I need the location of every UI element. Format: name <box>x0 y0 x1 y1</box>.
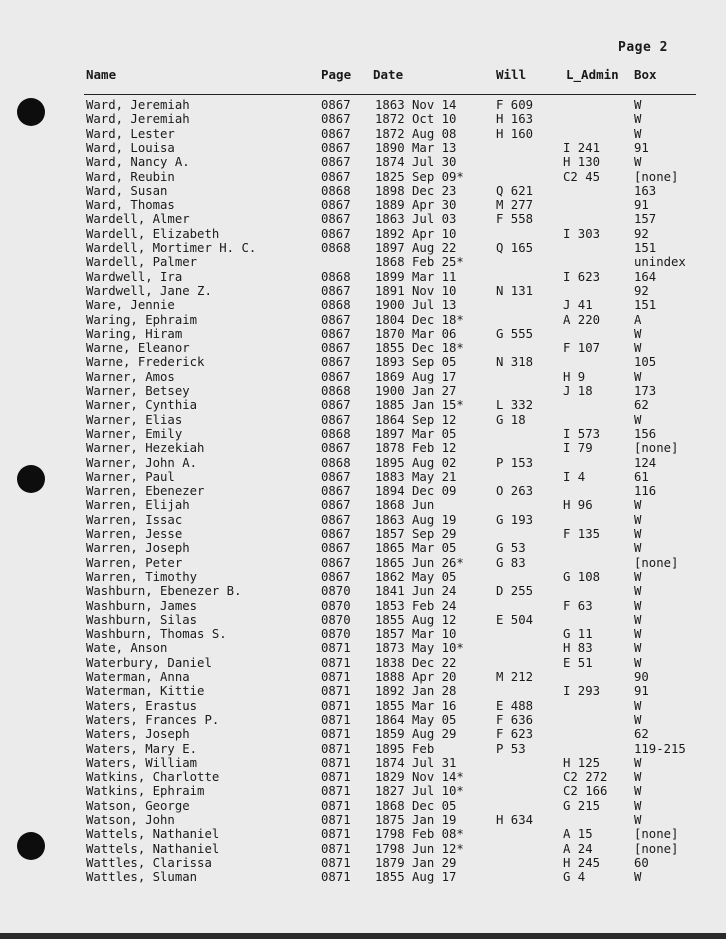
cell-name: Waters, William <box>86 755 198 770</box>
cell-name: Warren, Peter <box>86 555 183 570</box>
cell-date: 1885 Jan 15* <box>375 398 464 413</box>
cell-name: Warren, Issac <box>86 512 183 527</box>
cell-box: W <box>634 770 642 785</box>
cell-name: Warner, John A. <box>86 455 198 470</box>
cell-name: Warner, Betsey <box>86 384 190 398</box>
cell-box: 105 <box>634 355 657 370</box>
cell-will: H 163 <box>496 112 534 127</box>
cell-date: 1897 Aug 22 <box>375 241 457 255</box>
cell-date: 1838 Dec 22 <box>375 655 457 670</box>
cell-date: 1872 Oct 10 <box>375 112 457 127</box>
cell-date: 1870 Mar 06 <box>375 326 457 341</box>
cell-admin: I 623 <box>563 269 601 284</box>
cell-name: Waters, Mary E. <box>86 741 198 756</box>
cell-name: Waterman, Kittie <box>86 684 205 699</box>
cell-box: 62 <box>634 727 649 742</box>
cell-will: G 83 <box>496 555 526 570</box>
cell-date: 1859 Aug 29 <box>375 727 457 742</box>
cell-date: 1894 Dec 09 <box>375 484 457 499</box>
cell-date: 1864 May 05 <box>375 712 457 727</box>
cell-page: 0871 <box>321 641 351 656</box>
cell-date: 1863 Aug 19 <box>375 512 457 527</box>
cell-name: Warner, Emily <box>86 426 183 441</box>
punch-hole <box>17 832 45 860</box>
cell-admin: H 130 <box>563 155 601 170</box>
cell-page: 0871 <box>321 670 351 684</box>
cell-will: O 263 <box>496 484 534 499</box>
cell-name: Waters, Frances P. <box>86 712 220 727</box>
cell-will: L 332 <box>496 398 534 413</box>
cell-will: H 160 <box>496 126 534 141</box>
cell-date: 1898 Dec 23 <box>375 183 457 198</box>
cell-admin: H 125 <box>563 755 601 770</box>
cell-box: W <box>634 527 642 541</box>
cell-name: Wattels, Nathaniel <box>86 827 220 842</box>
cell-will: E 488 <box>496 698 534 713</box>
cell-date: 1863 Jul 03 <box>375 212 457 227</box>
cell-box: W <box>634 498 642 513</box>
cell-date: 1857 Mar 10 <box>375 627 457 642</box>
cell-date: 1853 Feb 24 <box>375 598 457 613</box>
cell-name: Warner, Elias <box>86 412 183 427</box>
cell-name: Warner, Amos <box>86 369 175 384</box>
cell-name: Ward, Lester <box>86 126 175 141</box>
cell-date: 1883 May 21 <box>375 469 457 484</box>
cell-will: Q 621 <box>496 183 534 198</box>
cell-page: 0871 <box>321 798 351 813</box>
cell-will: F 609 <box>496 98 534 112</box>
cell-page: 0867 <box>321 369 351 384</box>
cell-box: W <box>634 541 642 556</box>
cell-date: 1827 Jul 10* <box>375 784 464 799</box>
cell-admin: G 11 <box>563 627 593 642</box>
cell-will: P 53 <box>496 741 526 756</box>
cell-page: 0871 <box>321 727 351 742</box>
cell-box: 92 <box>634 226 649 241</box>
cell-will: H 634 <box>496 813 534 827</box>
cell-will: G 18 <box>496 412 526 427</box>
cell-box: 151 <box>634 241 657 255</box>
cell-box: unindex <box>634 255 686 270</box>
cell-admin: I 573 <box>563 426 601 441</box>
cell-page: 0868 <box>321 269 351 284</box>
cell-name: Warren, Joseph <box>86 541 190 556</box>
cell-will: F 636 <box>496 712 534 727</box>
cell-box: 124 <box>634 455 657 470</box>
cell-will: M 277 <box>496 198 534 213</box>
cell-date: 1893 Sep 05 <box>375 355 457 370</box>
cell-box: 61 <box>634 469 649 484</box>
cell-name: Warner, Hezekiah <box>86 441 205 456</box>
cell-date: 1798 Jun 12* <box>375 841 464 856</box>
cell-page: 0868 <box>321 298 351 313</box>
cell-date: 1868 Feb 25* <box>375 255 464 270</box>
cell-will: M 212 <box>496 670 534 684</box>
cell-box: W <box>634 612 642 627</box>
cell-admin: H 245 <box>563 855 601 870</box>
cell-date: 1874 Jul 31 <box>375 755 457 770</box>
cell-page: 0867 <box>321 155 351 170</box>
punch-hole <box>17 465 45 493</box>
cell-date: 1872 Aug 08 <box>375 126 457 141</box>
cell-name: Warne, Frederick <box>86 355 205 370</box>
cell-will: N 131 <box>496 283 534 298</box>
cell-name: Wardell, Mortimer H. C. <box>86 241 257 255</box>
cell-page: 0871 <box>321 827 351 842</box>
cell-page: 0868 <box>321 426 351 441</box>
cell-page: 0870 <box>321 584 351 599</box>
cell-admin: H 96 <box>563 498 593 513</box>
cell-box: W <box>634 98 642 112</box>
cell-admin: I 4 <box>563 469 586 484</box>
cell-page: 0867 <box>321 312 351 327</box>
cell-date: 1855 Aug 12 <box>375 612 457 627</box>
column-header-name: Name <box>86 67 117 82</box>
cell-box: W <box>634 598 642 613</box>
cell-date: 1889 Apr 30 <box>375 198 457 213</box>
page-number: Page 2 <box>618 40 668 55</box>
cell-admin: J 41 <box>563 298 593 313</box>
cell-box: 119-215 <box>634 741 686 756</box>
cell-date: 1890 Mar 13 <box>375 140 457 155</box>
cell-box: W <box>634 870 642 885</box>
cell-name: Watkins, Charlotte <box>86 770 220 785</box>
cell-page: 0867 <box>321 326 351 341</box>
cell-box: 151 <box>634 298 657 313</box>
cell-name: Ward, Jeremiah <box>86 98 190 112</box>
cell-box: W <box>634 784 642 799</box>
cell-name: Watkins, Ephraim <box>86 784 205 799</box>
cell-will: G 53 <box>496 541 526 556</box>
cell-name: Wardwell, Jane Z. <box>86 283 212 298</box>
cell-date: 1875 Jan 19 <box>375 813 457 827</box>
cell-page: 0867 <box>321 469 351 484</box>
cell-box: 164 <box>634 269 657 284</box>
cell-admin: C2 45 <box>563 169 601 184</box>
cell-page: 0867 <box>321 569 351 584</box>
cell-name: Ward, Jeremiah <box>86 112 190 127</box>
cell-will: D 255 <box>496 584 534 599</box>
cell-date: 1798 Feb 08* <box>375 827 464 842</box>
cell-page: 0868 <box>321 241 351 255</box>
cell-box: 91 <box>634 198 649 213</box>
cell-date: 1899 Mar 11 <box>375 269 457 284</box>
cell-date: 1888 Apr 20 <box>375 670 457 684</box>
cell-page: 0871 <box>321 841 351 856</box>
cell-date: 1900 Jan 27 <box>375 384 457 398</box>
cell-box: [none] <box>634 169 679 184</box>
cell-date: 1892 Apr 10 <box>375 226 457 241</box>
cell-admin: F 63 <box>563 598 593 613</box>
cell-date: 1895 Feb <box>375 741 435 756</box>
cell-name: Warner, Paul <box>86 469 175 484</box>
cell-name: Ware, Jennie <box>86 298 175 313</box>
cell-name: Waters, Erastus <box>86 698 198 713</box>
cell-box: [none] <box>634 441 679 456</box>
cell-box: 92 <box>634 283 649 298</box>
cell-page: 0867 <box>321 169 351 184</box>
cell-name: Warren, Jesse <box>86 527 183 541</box>
cell-box: 90 <box>634 670 649 684</box>
cell-admin: I 293 <box>563 684 601 699</box>
cell-admin: A 24 <box>563 841 593 856</box>
cell-date: 1891 Nov 10 <box>375 283 457 298</box>
cell-will: E 504 <box>496 612 534 627</box>
cell-name: Ward, Thomas <box>86 198 175 213</box>
cell-date: 1869 Aug 17 <box>375 369 457 384</box>
cell-admin: I 79 <box>563 441 593 456</box>
cell-box: W <box>634 326 642 341</box>
cell-name: Ward, Susan <box>86 183 168 198</box>
cell-box: 163 <box>634 183 657 198</box>
cell-admin: I 303 <box>563 226 601 241</box>
cell-name: Warren, Ebenezer <box>86 484 205 499</box>
cell-will: G 555 <box>496 326 534 341</box>
cell-name: Ward, Nancy A. <box>86 155 190 170</box>
cell-box: W <box>634 126 642 141</box>
cell-admin: G 215 <box>563 798 601 813</box>
cell-name: Ward, Reubin <box>86 169 175 184</box>
cell-page: 0867 <box>321 140 351 155</box>
cell-date: 1825 Sep 09* <box>375 169 464 184</box>
cell-page: 0867 <box>321 412 351 427</box>
cell-date: 1878 Feb 12 <box>375 441 457 456</box>
cell-date: 1863 Nov 14 <box>375 98 457 112</box>
cell-page: 0871 <box>321 755 351 770</box>
cell-will: F 558 <box>496 212 534 227</box>
cell-admin: G 4 <box>563 870 586 885</box>
cell-date: 1857 Sep 29 <box>375 527 457 541</box>
cell-name: Wattles, Sluman <box>86 870 198 885</box>
cell-box: W <box>634 112 642 127</box>
cell-box: W <box>634 412 642 427</box>
cell-page: 0868 <box>321 455 351 470</box>
cell-name: Washburn, Thomas S. <box>86 627 227 642</box>
cell-name: Ward, Louisa <box>86 140 175 155</box>
cell-page: 0867 <box>321 341 351 356</box>
cell-name: Washburn, Silas <box>86 612 198 627</box>
cell-page: 0867 <box>321 226 351 241</box>
cell-name: Watson, John <box>86 813 175 827</box>
cell-name: Waring, Hiram <box>86 326 183 341</box>
cell-page: 0867 <box>321 441 351 456</box>
cell-box: 157 <box>634 212 657 227</box>
cell-date: 1855 Dec 18* <box>375 341 464 356</box>
cell-box: W <box>634 512 642 527</box>
cell-box: [none] <box>634 555 679 570</box>
cell-page: 0867 <box>321 112 351 127</box>
cell-name: Waterbury, Daniel <box>86 655 212 670</box>
cell-box: W <box>634 627 642 642</box>
cell-name: Waterman, Anna <box>86 670 190 684</box>
cell-box: W <box>634 798 642 813</box>
cell-box: [none] <box>634 827 679 842</box>
scan-edge <box>0 933 726 939</box>
column-header-admin: L_Admin <box>566 67 619 82</box>
cell-name: Wardell, Elizabeth <box>86 226 220 241</box>
cell-will: F 623 <box>496 727 534 742</box>
cell-will: N 318 <box>496 355 534 370</box>
cell-admin: E 51 <box>563 655 593 670</box>
cell-box: W <box>634 655 642 670</box>
punch-hole <box>17 98 45 126</box>
cell-page: 0867 <box>321 484 351 499</box>
cell-admin: H 83 <box>563 641 593 656</box>
cell-admin: F 107 <box>563 341 601 356</box>
cell-box: 60 <box>634 855 649 870</box>
cell-name: Washburn, Ebenezer B. <box>86 584 242 599</box>
cell-admin: C2 166 <box>563 784 608 799</box>
cell-page: 0867 <box>321 198 351 213</box>
cell-box: W <box>634 813 642 827</box>
cell-name: Wattles, Clarissa <box>86 855 212 870</box>
cell-box: W <box>634 569 642 584</box>
cell-page: 0867 <box>321 355 351 370</box>
cell-name: Wate, Anson <box>86 641 168 656</box>
column-header-box: Box <box>634 67 657 82</box>
cell-box: W <box>634 155 642 170</box>
cell-box: 91 <box>634 140 649 155</box>
cell-admin: F 135 <box>563 527 601 541</box>
cell-date: 1855 Mar 16 <box>375 698 457 713</box>
cell-page: 0870 <box>321 612 351 627</box>
cell-date: 1865 Jun 26* <box>375 555 464 570</box>
cell-date: 1865 Mar 05 <box>375 541 457 556</box>
cell-admin: A 15 <box>563 827 593 842</box>
cell-name: Warner, Cynthia <box>86 398 198 413</box>
cell-box: 91 <box>634 684 649 699</box>
cell-page: 0871 <box>321 741 351 756</box>
cell-page: 0870 <box>321 598 351 613</box>
cell-box: A <box>634 312 642 327</box>
cell-page: 0871 <box>321 813 351 827</box>
cell-date: 1829 Nov 14* <box>375 770 464 785</box>
cell-page: 0867 <box>321 498 351 513</box>
cell-page: 0870 <box>321 627 351 642</box>
cell-page: 0867 <box>321 541 351 556</box>
cell-page: 0871 <box>321 684 351 699</box>
cell-name: Warne, Eleanor <box>86 341 190 356</box>
cell-date: 1804 Dec 18* <box>375 312 464 327</box>
cell-page: 0871 <box>321 784 351 799</box>
cell-admin: C2 272 <box>563 770 608 785</box>
cell-page: 0867 <box>321 512 351 527</box>
cell-page: 0871 <box>321 770 351 785</box>
cell-name: Watson, George <box>86 798 190 813</box>
cell-page: 0868 <box>321 183 351 198</box>
cell-name: Warren, Elijah <box>86 498 190 513</box>
column-header-will: Will <box>496 67 527 82</box>
cell-box: W <box>634 755 642 770</box>
cell-page: 0867 <box>321 527 351 541</box>
column-header-page: Page <box>321 67 352 82</box>
cell-name: Wattels, Nathaniel <box>86 841 220 856</box>
cell-name: Warren, Timothy <box>86 569 198 584</box>
cell-admin: A 220 <box>563 312 601 327</box>
cell-page: 0871 <box>321 698 351 713</box>
cell-will: P 153 <box>496 455 534 470</box>
cell-page: 0871 <box>321 712 351 727</box>
cell-admin: I 241 <box>563 140 601 155</box>
cell-date: 1873 May 10* <box>375 641 464 656</box>
cell-date: 1868 Dec 05 <box>375 798 457 813</box>
cell-date: 1841 Jun 24 <box>375 584 457 599</box>
cell-page: 0867 <box>321 398 351 413</box>
cell-box: W <box>634 584 642 599</box>
cell-page: 0871 <box>321 655 351 670</box>
cell-box: W <box>634 712 642 727</box>
cell-box: W <box>634 641 642 656</box>
cell-page: 0867 <box>321 126 351 141</box>
cell-name: Washburn, James <box>86 598 198 613</box>
cell-box: 116 <box>634 484 657 499</box>
cell-name: Wardwell, Ira <box>86 269 183 284</box>
cell-box: [none] <box>634 841 679 856</box>
cell-name: Waring, Ephraim <box>86 312 198 327</box>
cell-name: Wardell, Palmer <box>86 255 198 270</box>
cell-box: 62 <box>634 398 649 413</box>
cell-page: 0868 <box>321 384 351 398</box>
cell-admin: J 18 <box>563 384 593 398</box>
cell-date: 1900 Jul 13 <box>375 298 457 313</box>
cell-date: 1874 Jul 30 <box>375 155 457 170</box>
cell-date: 1892 Jan 28 <box>375 684 457 699</box>
cell-box: W <box>634 369 642 384</box>
cell-date: 1897 Mar 05 <box>375 426 457 441</box>
cell-date: 1855 Aug 17 <box>375 870 457 885</box>
cell-name: Waters, Joseph <box>86 727 190 742</box>
cell-date: 1868 Jun <box>375 498 435 513</box>
column-header-date: Date <box>373 67 404 82</box>
cell-will: G 193 <box>496 512 534 527</box>
cell-box: 173 <box>634 384 657 398</box>
cell-page: 0867 <box>321 283 351 298</box>
cell-date: 1862 May 05 <box>375 569 457 584</box>
cell-will: Q 165 <box>496 241 534 255</box>
cell-admin: H 9 <box>563 369 586 384</box>
cell-page: 0871 <box>321 855 351 870</box>
cell-date: 1864 Sep 12 <box>375 412 457 427</box>
cell-box: 156 <box>634 426 657 441</box>
cell-page: 0871 <box>321 870 351 885</box>
cell-page: 0867 <box>321 98 351 112</box>
cell-date: 1895 Aug 02 <box>375 455 457 470</box>
cell-date: 1879 Jan 29 <box>375 855 457 870</box>
cell-box: W <box>634 698 642 713</box>
cell-box: W <box>634 341 642 356</box>
cell-page: 0867 <box>321 212 351 227</box>
cell-page: 0867 <box>321 555 351 570</box>
header-rule <box>84 94 696 95</box>
cell-admin: G 108 <box>563 569 601 584</box>
cell-name: Wardell, Almer <box>86 212 190 227</box>
